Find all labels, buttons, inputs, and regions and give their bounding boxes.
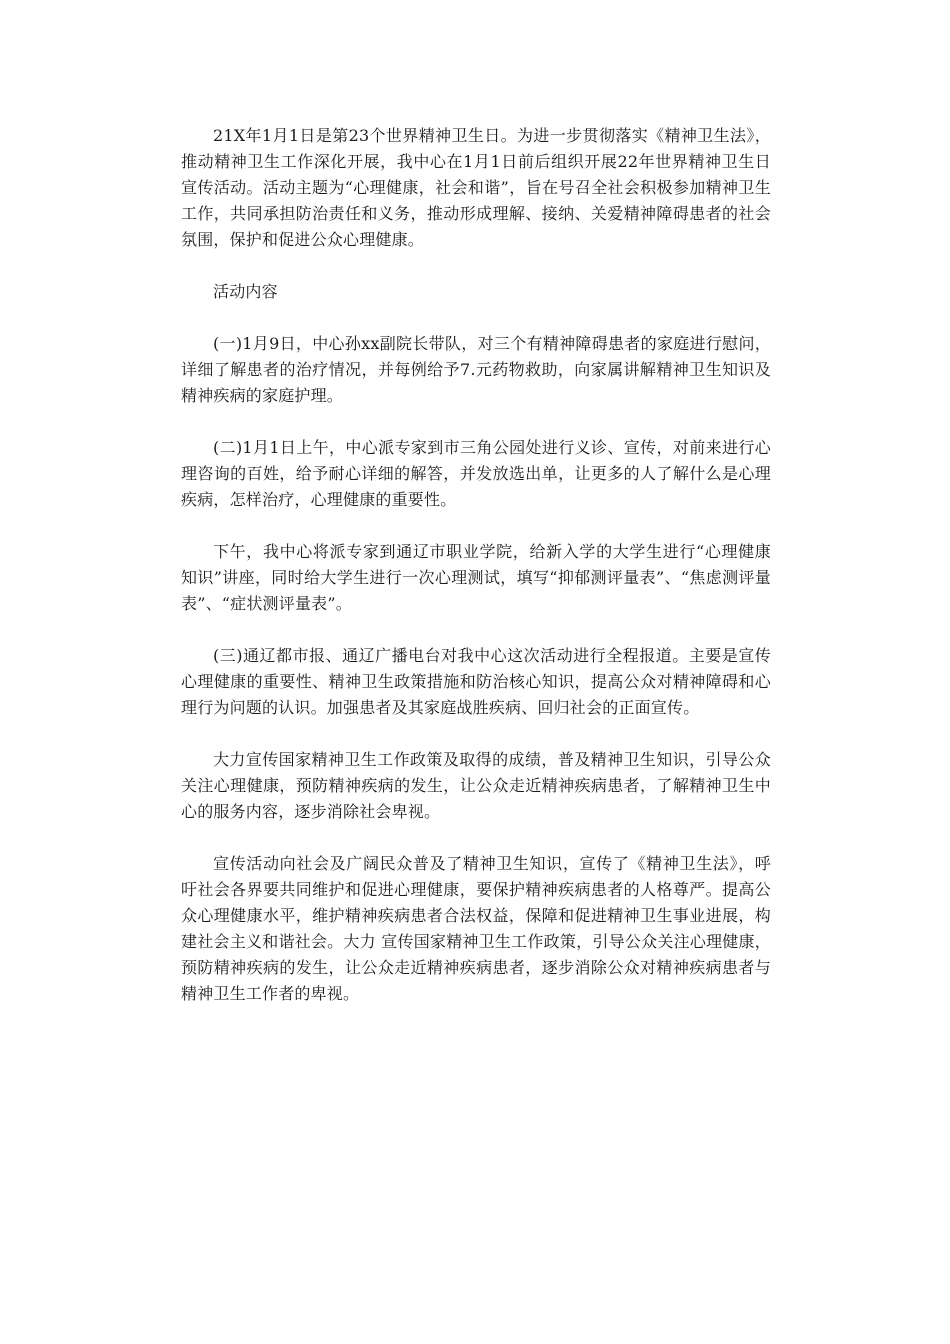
activity-item-2-paragraph: (二)1月1日上午，中心派专家到市三角公园处进行义诊、宣传，对前来进行心理咨询的百姓，给予耐心详细的解答，并发放选出单，让更多的人了解什么是心理疾病，怎样治疗，心理健康的重要性。 [181, 438, 771, 509]
intro-paragraph: 21X年1月1日是第23个世界精神卫生日。为进一步贯彻落实《精神卫生法》，推动精神卫生工作深化开展，我中心在1月1日前后组织开展22年世界精神卫生日宣传活动。活动主题为“心理健康，社会和谐”，旨在号召全社会积极参加精神卫生工作，共同承担防治责任和义务，推动形成理解、接纳、关爱精神障碍患者的社会氛围，保护和促进公众心理健康。 [181, 126, 771, 249]
summary-paragraph: 宣传活动向社会及广阔民众普及了精神卫生知识，宣传了《精神卫生法》，呼吁社会各界要共同维护和促进心理健康，要保护精神疾病患者的人格尊严。提高公众心理健康水平，维护精神疾病患者合法权益，保障和促进精神卫生事业进展，构建社会主义和谐社会。大力 宣传国家精神卫生工作政策，引导公众关注心理健康，预防精神疾病的发生，让公众走近精神疾病患者，逐步消除公众对精神疾病患者与精神卫生工作者的卑视。 [181, 854, 771, 1003]
section-heading-activity-content: 活动内容 [213, 282, 278, 301]
policy-publicity-paragraph: 大力宣传国家精神卫生工作政策及取得的成绩，普及精神卫生知识，引导公众关注心理健康，预防精神疾病的发生，让公众走近精神疾病患者，了解精神卫生中心的服务内容，逐步消除社会卑视。 [181, 750, 771, 821]
activity-item-3-paragraph: (三)通辽都市报、通辽广播电台对我中心这次活动进行全程报道。主要是宣传心理健康的重要性、精神卫生政策措施和防治核心知识，提高公众对精神障碍和心理行为问题的认识。加强患者及其家庭战胜疾病、回归社会的正面宣传。 [181, 646, 771, 717]
afternoon-lecture-paragraph: 下午，我中心将派专家到通辽市职业学院，给新入学的大学生进行“心理健康知识”讲座，同时给大学生进行一次心理测试，填写“抑郁测评量表”、“焦虑测评量表”、“症状测评量表”。 [181, 542, 771, 613]
document-body [181, 123, 771, 1033]
activity-item-1-paragraph: (一)1月9日，中心孙xx副院长带队，对三个有精神障碍患者的家庭进行慰问，详细了解患者的治疗情况，并每例给予7.元药物救助，向家属讲解精神卫生知识及精神疾病的家庭护理。 [181, 334, 771, 405]
